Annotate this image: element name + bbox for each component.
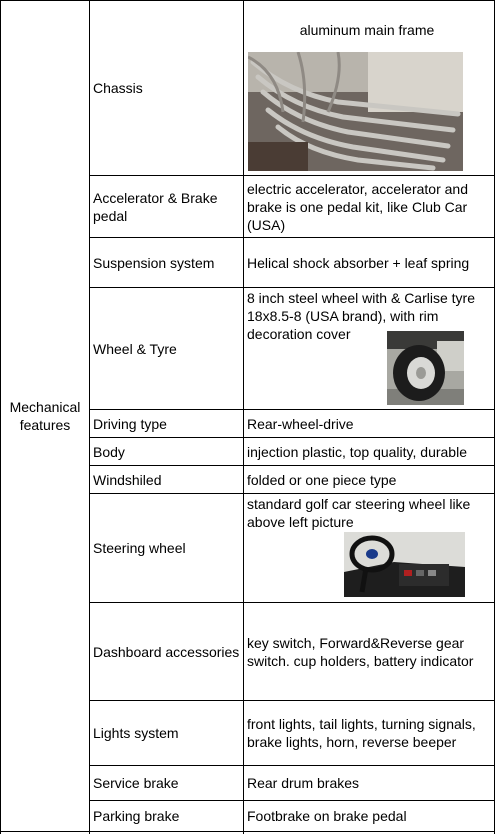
table-divider-2 <box>243 0 244 834</box>
row-value-lights-system: front lights, tail lights, turning signals, brake lights, horn, reverse beeper <box>247 716 476 750</box>
row-label-lights-system: Lights system <box>93 725 179 741</box>
row-label-steering-wheel: Steering wheel <box>93 540 186 556</box>
steering-wheel-photo-drawing <box>344 532 465 597</box>
wheel-tyre-photo-drawing <box>387 331 464 405</box>
steering-wheel-photo <box>344 532 465 597</box>
row-label-chassis: Chassis <box>93 80 143 96</box>
row-label-parking-brake: Parking brake <box>93 808 180 824</box>
table-border-left <box>0 0 1 834</box>
row-value-chassis: aluminum main frame <box>299 22 435 38</box>
row-label-service-brake: Service brake <box>93 775 179 791</box>
row-value-accelerator-brake: electric accelerator, accelerator and brake is one pedal kit, like Club Car (USA) <box>247 180 468 233</box>
chassis-photo <box>248 52 463 171</box>
row-value-body: injection plastic, top quality, durable <box>247 443 467 460</box>
row-value-windshield: folded or one piece type <box>247 471 397 488</box>
chassis-photo-drawing <box>248 52 463 171</box>
row-value-service-brake: Rear drum brakes <box>247 775 360 791</box>
table-divider-1 <box>89 0 90 834</box>
row-label-wheel-tyre: Wheel & Tyre <box>93 340 177 357</box>
row-label-dashboard-accessories: Dashboard accessories <box>93 643 240 660</box>
row-value-dashboard-accessories: key switch, Forward&Reverse gear switch. cup holders, battery indicator <box>247 634 474 669</box>
table-border-bottom <box>0 831 495 832</box>
row-value-driving-type: Rear-wheel-drive <box>247 415 354 432</box>
wheel-tyre-photo <box>387 331 464 405</box>
row-value-parking-brake: Footbrake on brake pedal <box>247 808 407 824</box>
row-label-windshield: Windshiled <box>93 471 162 488</box>
row-label-driving-type: Driving type <box>93 415 167 432</box>
row-label-body: Body <box>93 443 125 460</box>
row-value-steering-wheel: standard golf car steering wheel like above left picture <box>247 496 471 530</box>
row-label-suspension: Suspension system <box>93 254 215 271</box>
row-value-suspension: Helical shock absorber + leaf spring <box>247 254 470 271</box>
category-label: Mechanical features <box>9 399 81 433</box>
row-value-wheel-tyre: 8 inch steel wheel with & Carlise tyre 18x8.5-8 (USA brand), with rim decoration cover <box>247 290 475 342</box>
category-cell <box>2 1 88 831</box>
row-label-accelerator-brake: Accelerator & Brake pedal <box>93 189 218 224</box>
